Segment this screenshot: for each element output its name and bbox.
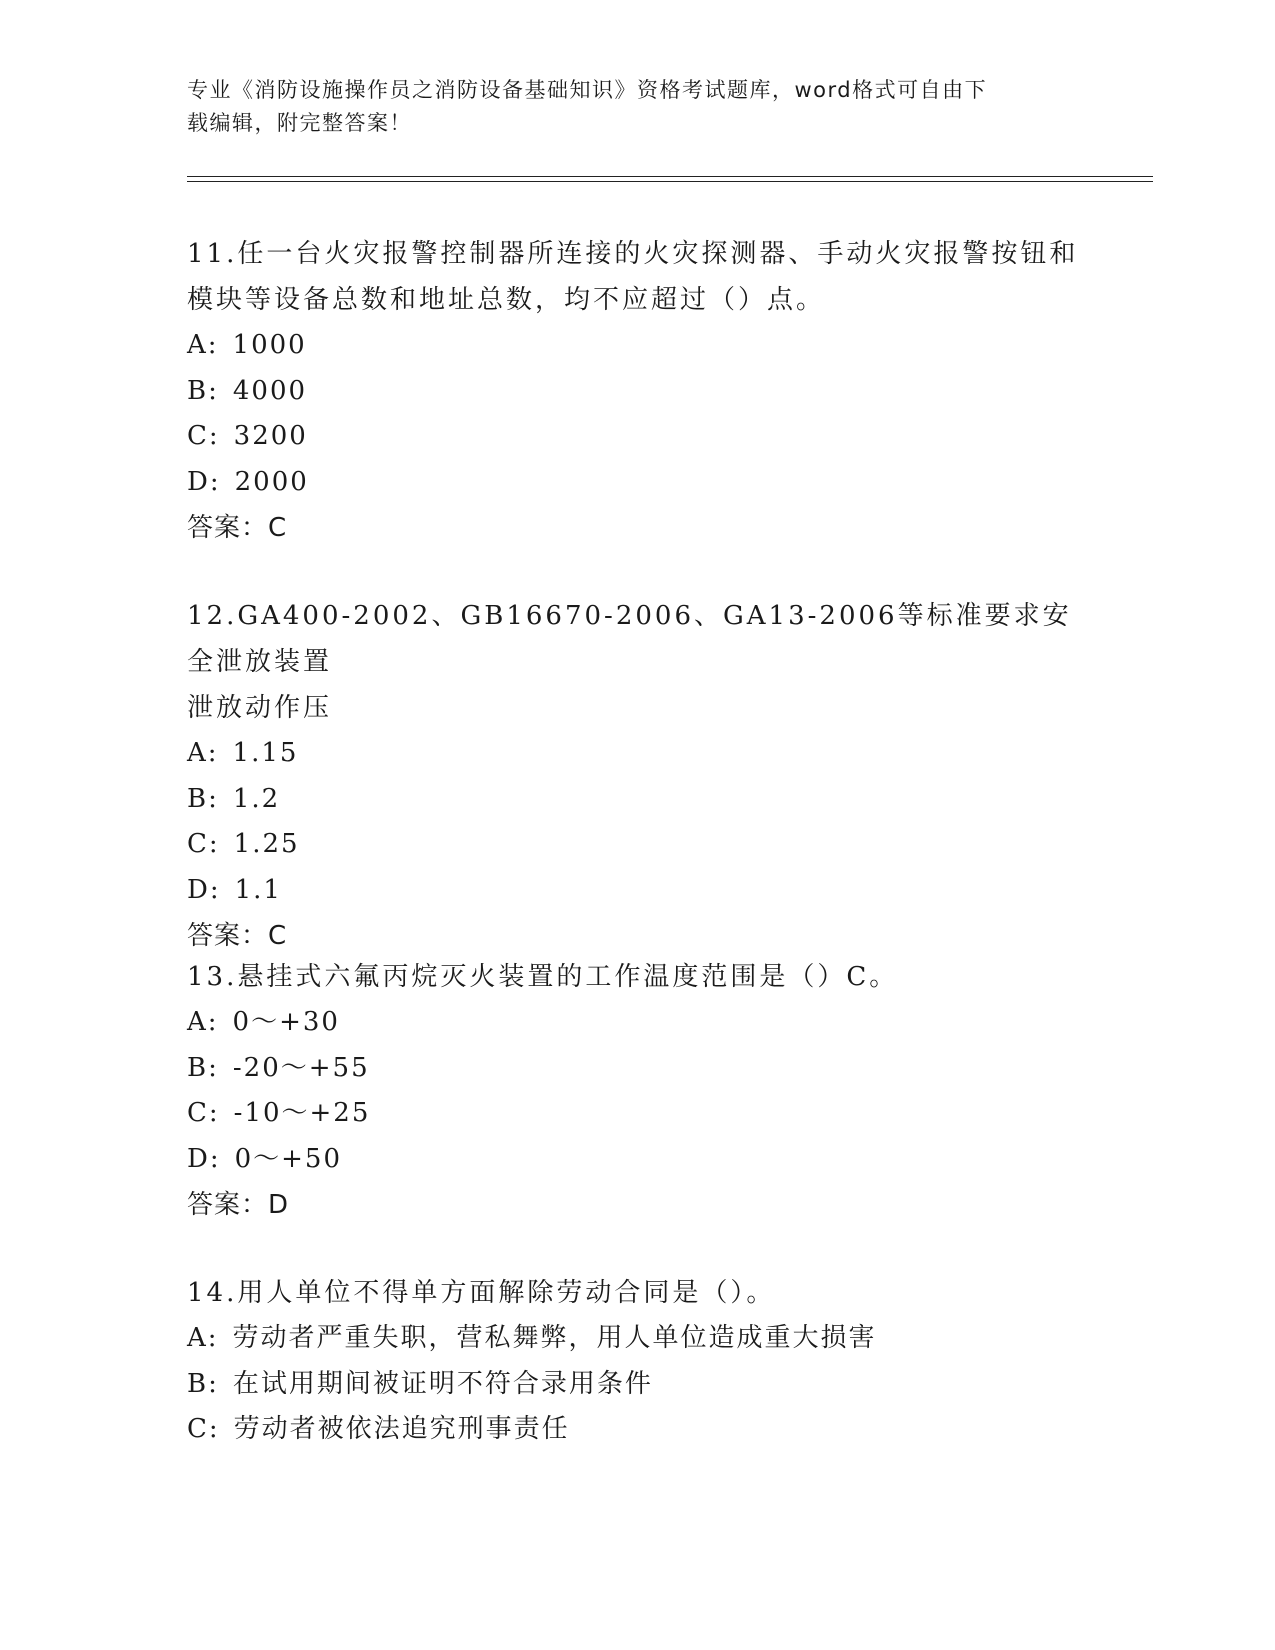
question-stem-line: 模块等设备总数和地址总数，均不应超过（）点。 <box>187 285 826 315</box>
header-line-2: 载编辑，附完整答案！ <box>187 111 412 135</box>
header-divider-bottom <box>187 181 1153 182</box>
question-14 <box>187 1270 1087 1453</box>
option-label: D: <box>187 874 221 905</box>
option-text: 0～+30 <box>232 1007 340 1037</box>
option-text: 1.2 <box>232 783 281 814</box>
option-text: -20～+55 <box>232 1052 370 1083</box>
option-b <box>187 369 1087 415</box>
option-text: 1.15 <box>232 738 299 768</box>
option-d <box>187 1137 1087 1183</box>
question-stem-line: 12.GA400-2002、GB16670-2006、GA13-2006等标准要求安全泄放装置 <box>187 601 1072 677</box>
header-line-1: 专业《消防设施操作员之消防设备基础知识》资格考试题库，word格式可自由下 <box>187 78 988 102</box>
option-b <box>187 777 1087 823</box>
option-label: A: <box>187 1007 219 1037</box>
option-label: B: <box>187 783 219 814</box>
option-label: B: <box>187 375 219 406</box>
option-label: B: <box>187 1052 219 1083</box>
option-a <box>187 1000 1087 1046</box>
option-text: 4000 <box>232 375 308 406</box>
option-label: A: <box>187 1323 219 1353</box>
option-label: A: <box>187 330 219 360</box>
option-a <box>187 323 1087 369</box>
option-text: -10～+25 <box>233 1098 371 1128</box>
document-header <box>187 74 1087 140</box>
option-text: 3200 <box>233 421 308 451</box>
option-text: 1000 <box>232 330 307 360</box>
question-stem-line: 14.用人单位不得单方面解除劳动合同是（）。 <box>187 1278 776 1308</box>
option-c <box>187 1091 1087 1137</box>
option-c <box>187 414 1087 460</box>
option-text: 1.25 <box>233 829 300 859</box>
option-d <box>187 868 1087 914</box>
option-label: C: <box>187 421 220 451</box>
option-b <box>187 1362 1087 1408</box>
option-text: 劳动者被依法追究刑事责任 <box>233 1414 570 1444</box>
option-label: C: <box>187 1414 220 1444</box>
option-text: 2000 <box>234 466 309 497</box>
question-stem-line: 11.任一台火灾报警控制器所连接的火灾探测器、手动火灾报警按钮和 <box>187 239 1079 269</box>
question-11 <box>187 231 1087 551</box>
option-d <box>187 460 1087 506</box>
option-label: B: <box>187 1368 219 1399</box>
option-text: 劳动者严重失职，营私舞弊，用人单位造成重大损害 <box>232 1323 877 1353</box>
question-stem-line: 泄放动作压 <box>187 693 333 723</box>
option-label: D: <box>187 466 221 497</box>
option-a <box>187 1316 1087 1362</box>
question-12 <box>187 593 1087 959</box>
option-b <box>187 1046 1087 1092</box>
option-a <box>187 731 1087 777</box>
answer-line: 答案：D <box>187 1190 290 1220</box>
option-text: 1.1 <box>234 874 282 905</box>
question-stem-line: 13.悬挂式六氟丙烷灭火装置的工作温度范围是（）C。 <box>187 962 899 992</box>
option-label: A: <box>187 738 219 768</box>
answer-line: 答案：C <box>187 513 288 543</box>
option-text: 在试用期间被证明不符合录用条件 <box>232 1368 653 1399</box>
option-c <box>187 822 1087 868</box>
option-label: C: <box>187 829 220 859</box>
option-label: C: <box>187 1098 220 1128</box>
option-c <box>187 1407 1087 1453</box>
header-divider-top <box>187 176 1153 177</box>
option-label: D: <box>187 1143 221 1174</box>
answer-line: 答案：C <box>187 921 288 951</box>
question-13 <box>187 954 1087 1228</box>
option-text: 0～+50 <box>234 1143 343 1174</box>
